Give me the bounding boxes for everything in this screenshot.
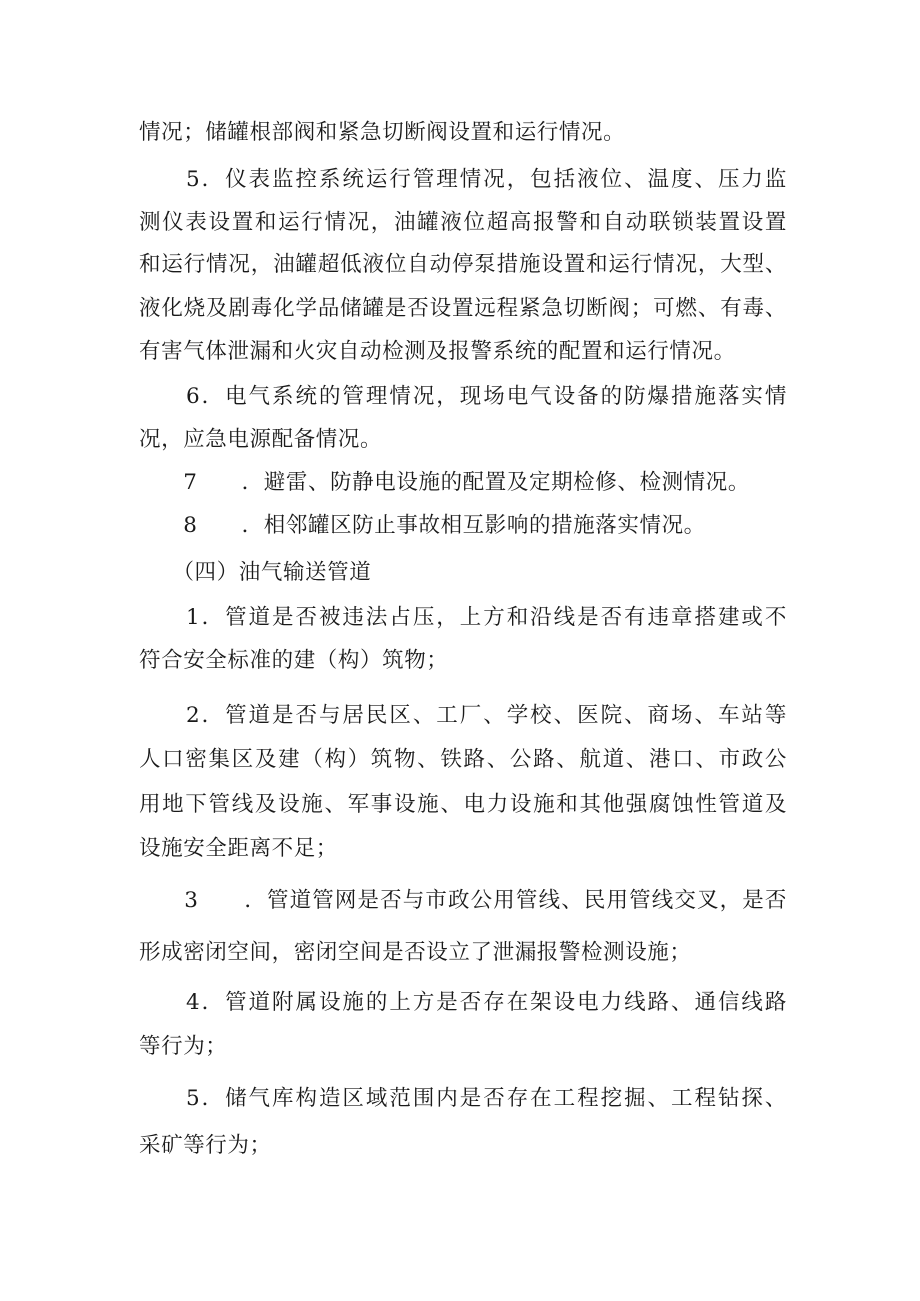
text-line: 采矿等行为； [139,1133,272,1158]
text-line: 2．管道是否与居民区、工厂、学校、医院、商场、车站等 [139,703,787,728]
section-heading: （四）油气输送管道 [139,560,372,585]
text-line: 4．管道附属设施的上方是否存在架设电力线路、通信线路 [139,990,787,1015]
text-line: 形成密闭空间，密闭空间是否设立了泄漏报警检测设施； [139,940,692,965]
text-line: 符合安全标准的建（构）筑物； [139,648,449,673]
text-line: 7 ．避雷、防静电设施的配置及定期检修、检测情况。 [139,470,750,495]
text-line: 液化烧及剧毒化学品储罐是否设置远程紧急切断阀；可燃、有毒、 [139,296,787,321]
text-line: 6．电气系统的管理情况，现场电气设备的防爆措施落实情 [139,384,787,409]
text-line: 和运行情况，油罐超低液位自动停泵措施设置和运行情况，大型、 [139,252,787,277]
text-line: 用地下管线及设施、军事设施、电力设施和其他强腐蚀性管道及 [139,792,787,817]
text-line: 5．储气库构造区域范围内是否存在工程挖掘、工程钻探、 [139,1086,787,1111]
text-line: 5．仪表监控系统运行管理情况，包括液位、温度、压力监 [139,167,787,192]
text-line: 等行为； [139,1034,228,1059]
text-line: 况，应急电源配备情况。 [139,427,383,452]
text-line: 设施安全距离不足； [139,836,338,861]
text-line: 人口密集区及建（构）筑物、铁路、公路、航道、港口、市政公 [139,747,787,772]
text-line: 8 ．相邻罐区防止事故相互影响的措施落实情况。 [139,513,706,538]
text-line: 3 ．管道管网是否与市政公用管线、民用管线交叉，是否 [139,888,787,913]
text-line: 1．管道是否被违法占压，上方和沿线是否有违章搭建或不 [139,605,787,630]
text-line: 测仪表设置和运行情况，油罐液位超高报警和自动联锁装置设置 [139,210,787,235]
text-line: 情况；储罐根部阀和紧急切断阀设置和运行情况。 [139,120,626,145]
text-line: 有害气体泄漏和火灾自动检测及报警系统的配置和运行情况。 [139,339,736,364]
